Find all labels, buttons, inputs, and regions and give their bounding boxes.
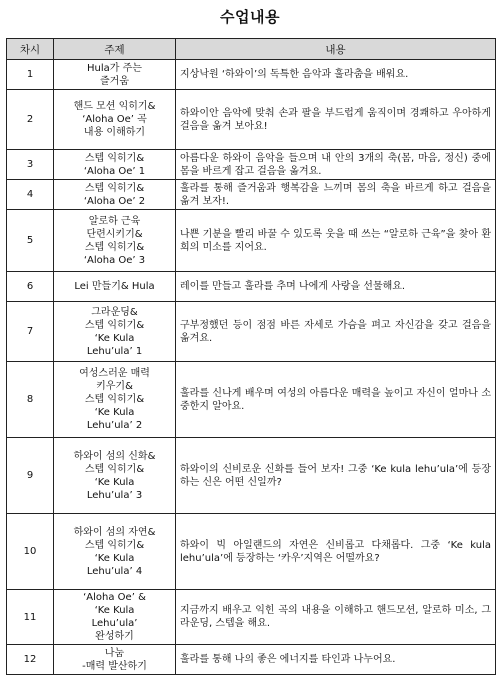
table-row: [7, 60, 496, 90]
table-row: [7, 90, 496, 150]
table-row: [7, 302, 496, 362]
topic-cell: 스텝 익히기& ‘Aloha Oe’ 2: [54, 180, 176, 210]
content-cell: 하와이의 신비로운 신화를 들어 보자! 그중 ‘Ke kula lehu’ula’에 등장하는 신은 어떤 신일까?: [176, 438, 496, 514]
content-cell: 훌라를 신나게 배우며 여성의 아름다운 매력을 높이고 자신이 얼마나 소중한지 알아요.: [176, 362, 496, 438]
content-cell: 레이를 만들고 훌라를 추며 나에게 사랑을 선물해요.: [176, 272, 496, 302]
content-cell: 훌라를 통해 나의 좋은 에너지를 타인과 나누어요.: [176, 645, 496, 675]
topic-cell: 하와이 섬의 신화& 스텝 익히기& ‘Ke Kula Lehu’ula’ 3: [54, 438, 176, 514]
lesson-table: [6, 38, 496, 675]
header-topic: 주제: [54, 39, 176, 60]
header-session: 차시: [7, 39, 54, 60]
header-content: 내용: [176, 39, 496, 60]
topic-cell: 알로하 근육 단련시키기& 스텝 익히기& ‘Aloha Oe’ 3: [54, 210, 176, 272]
table-row: [7, 180, 496, 210]
table-row: [7, 150, 496, 180]
session-number-cell: 11: [7, 590, 54, 645]
table-row: [7, 438, 496, 514]
topic-cell: 하와이 섬의 자연& 스텝 익히기& ‘Ke Kula Lehu’ula’ 4: [54, 514, 176, 590]
content-cell: 나쁜 기분을 빨리 바꿀 수 있도록 웃을 때 쓰는 “알로하 근육”을 찾아 환희의 미소를 지어요.: [176, 210, 496, 272]
topic-cell: ‘Aloha Oe’ & ‘Ke Kula Lehu’ula’ 완성하기: [54, 590, 176, 645]
session-number-cell: 5: [7, 210, 54, 272]
session-number-cell: 6: [7, 272, 54, 302]
topic-cell: Hula가 주는 즐거움: [54, 60, 176, 90]
table-header-row: [7, 39, 496, 60]
topic-cell: 핸드 모션 익히기& ‘Aloha Oe’ 곡 내용 이해하기: [54, 90, 176, 150]
topic-cell: 그라운딩& 스텝 익히기& ‘Ke Kula Lehu’ula’ 1: [54, 302, 176, 362]
content-cell: 아름다운 하와이 음악을 들으며 내 안의 3개의 축(몸, 마음, 정신) 중에 몸을 바르게 잡고 걸음을 옮겨요.: [176, 150, 496, 180]
page-title: 수업내용: [220, 8, 280, 26]
table-row: [7, 514, 496, 590]
content-cell: 지금까지 배우고 익힌 곡의 내용을 이해하고 핸드모션, 알로하 미소, 그라운딩, 스텝을 해요.: [176, 590, 496, 645]
topic-cell: 여성스러운 매력 키우기& 스텝 익히기& ‘Ke Kula Lehu’ula’ 2: [54, 362, 176, 438]
table-row: [7, 272, 496, 302]
session-number-cell: 2: [7, 90, 54, 150]
session-number-cell: 10: [7, 514, 54, 590]
session-number-cell: 4: [7, 180, 54, 210]
content-cell: 구부정했던 등이 점점 바른 자세로 가슴을 펴고 자신감을 갖고 걸음을 옮겨요.: [176, 302, 496, 362]
session-number-cell: 9: [7, 438, 54, 514]
table-row: [7, 362, 496, 438]
session-number-cell: 8: [7, 362, 54, 438]
content-cell: 지상낙원 ‘하와이’의 독특한 음악과 훌라춤을 배워요.: [176, 60, 496, 90]
table-row: [7, 645, 496, 675]
session-number-cell: 1: [7, 60, 54, 90]
topic-cell: Lei 만들기& Hula: [54, 272, 176, 302]
session-number-cell: 12: [7, 645, 54, 675]
session-number-cell: 7: [7, 302, 54, 362]
table-row: [7, 590, 496, 645]
content-cell: 하와이안 음악에 맞춰 손과 팔을 부드럽게 움직이며 경쾌하고 우아하게 걸음을 옮겨 보아요!: [176, 90, 496, 150]
content-cell: 하와이 빅 아일랜드의 자연은 신비롭고 다채롭다. 그중 ‘Ke kula lehu’ula’에 등장하는 ‘카우’지역은 어떨까요?: [176, 514, 496, 590]
topic-cell: 나눔 -매력 발산하기: [54, 645, 176, 675]
content-cell: 훌라를 통해 즐거움과 행복감을 느끼며 몸의 축을 바르게 하고 걸음을 옮겨 보자!.: [176, 180, 496, 210]
table-row: [7, 210, 496, 272]
session-number-cell: 3: [7, 150, 54, 180]
topic-cell: 스텝 익히기& ‘Aloha Oe’ 1: [54, 150, 176, 180]
